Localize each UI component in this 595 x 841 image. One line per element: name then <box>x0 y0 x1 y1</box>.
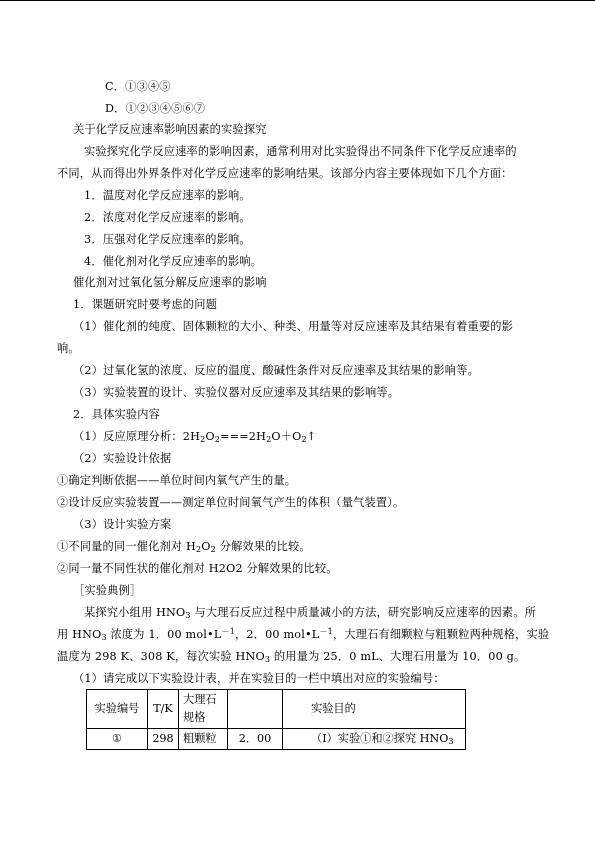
experiment-table <box>86 689 466 750</box>
paragraph-line: 实验探究化学反应速率的影响因素，通常利用对比实验得出不同条件下化学反应速率的 <box>84 145 517 158</box>
list-item: 1．温度对化学反应速率的影响。 <box>84 189 251 202</box>
option-c: C．①③④⑤ <box>105 80 171 93</box>
page-top-rule <box>0 0 595 1</box>
table-cell: （Ⅰ）实验①和②探究 $HNO_3$ <box>283 729 466 750</box>
paragraph-line: ②设计反应实验装置——测定单位时间氧气产生的体积（量气装置）。 <box>57 496 405 509</box>
header-cell: 实验目的 <box>283 690 466 729</box>
paragraph-line: 温度为 298 K、308 K，每次实验 $HNO_3$ 的用量为 25．0 mL、大理石用量为 10．00 g。 <box>57 650 526 664</box>
paragraph-line: 不同，从而得出外界条件对化学反应速率的影响结果。该部分内容主要体现如下几个方面： <box>57 167 513 180</box>
list-item: 3．压强对化学反应速率的影响。 <box>84 233 251 246</box>
table-cell: 粗颗粒 <box>179 729 228 750</box>
table-cell: ① <box>87 729 148 750</box>
paragraph-line: ①不同量的同一催化剂对 $H_2O_2$ 分解效果的比较。 <box>57 540 311 554</box>
reaction-equation: （1）反应原理分析：$2H_2O_2===2H_2O+O_2↑$ <box>73 430 317 444</box>
paragraph-line: （3）设计实验方案 <box>73 518 172 531</box>
table-header-row <box>87 690 466 729</box>
paragraph-line: （3）实验装置的设计、实验仪器对反应速率及其结果的影响等。 <box>73 386 400 399</box>
list-item: 2．具体实验内容 <box>73 408 161 421</box>
header-cell <box>228 690 283 729</box>
paragraph-line: ②同一量不同性状的催化剂对 H2O2 分解效果的比较。 <box>57 562 338 575</box>
sub-heading: 催化剂对过氧化氢分解反应速率的影响 <box>73 276 267 289</box>
question-line: （1）请完成以下实验设计表，并在实验目的一栏中填出对应的实验编号： <box>73 672 445 685</box>
example-heading: ［实验典例］ <box>73 584 142 597</box>
table-cell: 298 <box>148 729 179 750</box>
paragraph-line: （2）过氧化氢的浓度、反应的温度、酸碱性条件对反应速率及其结果的影响等。 <box>73 364 479 377</box>
paragraph-line: ①确定判断依据——单位时间内氧气产生的量。 <box>57 474 297 487</box>
paragraph-line: （1）催化剂的纯度、固体颗粒的大小、种类、用量等对反应速率及其结果有着重要的影 <box>73 320 514 333</box>
paragraph-line: 用 $HNO_3$ 浓度为 1．00 $mol•L^{-1}$，2．00 $mol•L^{-1}$，大理石有细颗粒与粗颗粒两种规格，实验 <box>57 627 550 642</box>
option-d: D．①②③④⑤⑥⑦ <box>105 102 206 115</box>
list-item: 2．浓度对化学反应速率的影响。 <box>84 211 251 224</box>
table-row <box>87 729 466 750</box>
paragraph-line: 某探究小组用 $HNO_3$ 与大理石反应过程中质量减小的方法，研究影响反应速率的因素。所 <box>84 606 537 620</box>
section-heading: 关于化学反应速率影响因素的实验探究 <box>73 123 267 136</box>
table-cell: 2．00 <box>228 729 283 750</box>
header-cell: 大理石 规格 <box>179 690 228 729</box>
header-cell: T/K <box>148 690 179 729</box>
list-item: 4．催化剂对化学反应速率的影响。 <box>84 255 263 268</box>
list-item: 1．课题研究时要考虑的问题 <box>73 298 217 311</box>
paragraph-line: （2）实验设计依据 <box>73 452 172 465</box>
paragraph-line: 响。 <box>57 342 80 355</box>
header-cell: 实验编号 <box>87 690 148 729</box>
